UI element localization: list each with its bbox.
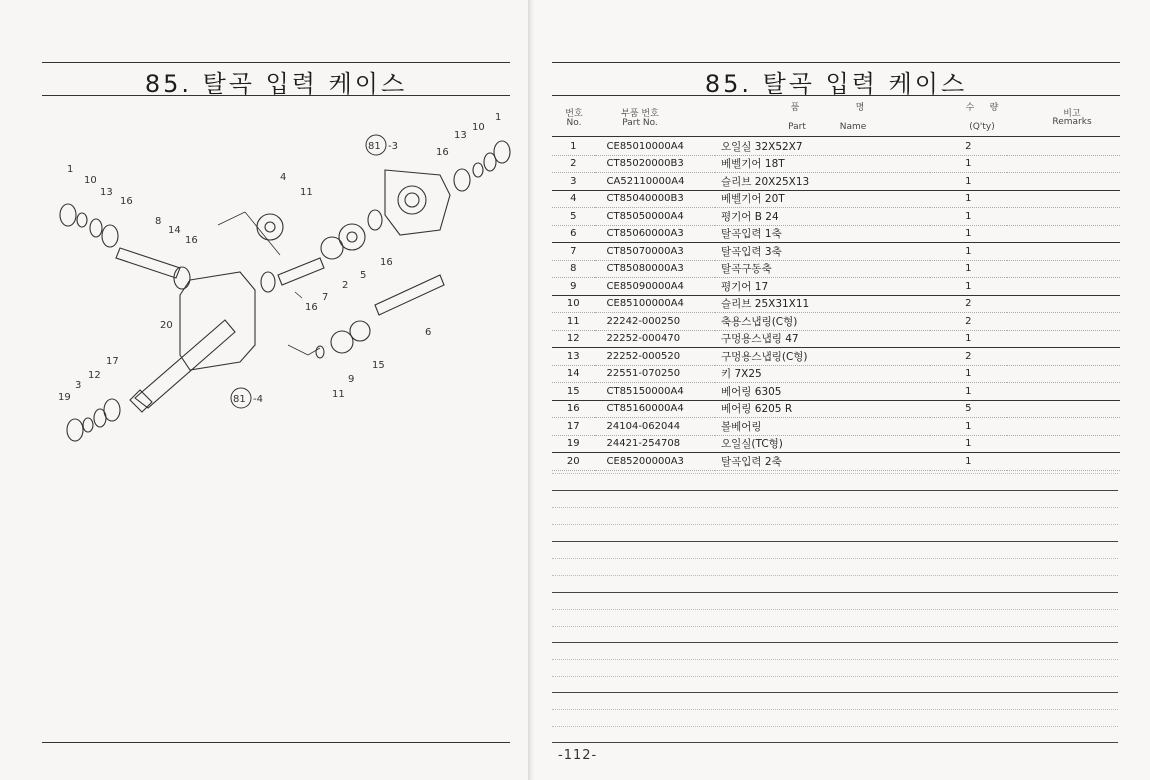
quantity: 2 <box>930 295 1007 313</box>
spur-gear-9 <box>331 331 353 353</box>
quantity: 1 <box>930 383 1007 401</box>
svg-text:3: 3 <box>75 380 82 391</box>
quantity: 1 <box>930 330 1007 348</box>
row-number: 11 <box>552 313 595 331</box>
svg-text:2: 2 <box>342 280 349 291</box>
quantity: 1 <box>930 173 1007 191</box>
left-footer-rule <box>42 742 510 743</box>
svg-text:13: 13 <box>454 130 467 141</box>
table-row <box>552 435 1120 453</box>
part-name: 구멍용스냅링 47 <box>715 330 930 348</box>
svg-text:11: 11 <box>300 187 313 198</box>
part-name: 탈곡입력 1축 <box>715 225 930 243</box>
col-name-en-2: Name <box>839 122 867 132</box>
svg-text:16: 16 <box>305 302 318 313</box>
svg-text:20: 20 <box>160 320 173 331</box>
row-number: 3 <box>552 173 595 191</box>
svg-text:16: 16 <box>436 147 449 158</box>
part-number: CT85160000A4 <box>595 400 715 418</box>
quantity: 1 <box>930 190 1007 208</box>
svg-text:-4: -4 <box>253 394 263 405</box>
row-number: 16 <box>552 400 595 418</box>
svg-text:4: 4 <box>280 172 287 183</box>
col-qty-kr-1: 수 <box>965 103 975 113</box>
part-name: 평기어 B 24 <box>715 208 930 226</box>
col-name-kr-2: 명 <box>855 103 865 113</box>
part-number: CE85100000A4 <box>595 295 715 313</box>
case-body <box>180 272 255 370</box>
part-number: CT85060000A3 <box>595 225 715 243</box>
part-number: CT85070000A3 <box>595 243 715 261</box>
row-number: 15 <box>552 383 595 401</box>
left-title-rule-top <box>42 62 510 63</box>
col-no-en: No. <box>566 118 582 128</box>
remarks <box>1007 225 1120 243</box>
col-qty-en: (Q'ty) <box>969 122 995 132</box>
col-remarks-en: Remarks <box>1052 117 1092 127</box>
remarks <box>1007 243 1120 261</box>
svg-text:5: 5 <box>360 270 367 281</box>
part-number: CE85010000A4 <box>595 138 715 155</box>
quantity: 1 <box>930 225 1007 243</box>
part-name: 평기어 17 <box>715 278 930 296</box>
part-name: 베어링 6205 R <box>715 400 930 418</box>
svg-text:-3: -3 <box>388 141 398 152</box>
part-number: 22252-000520 <box>595 348 715 366</box>
remarks <box>1007 260 1120 278</box>
quantity: 2 <box>930 138 1007 155</box>
col-part-en: Part No. <box>622 118 658 128</box>
svg-text:1: 1 <box>67 164 74 175</box>
left-page-title: 85. 탈곡 입력 케이스 <box>144 70 408 98</box>
row-number: 12 <box>552 330 595 348</box>
remarks <box>1007 208 1120 226</box>
col-name-en-1: Part <box>788 122 806 132</box>
part-number: 24104-062044 <box>595 418 715 436</box>
table-row <box>552 313 1120 331</box>
remarks <box>1007 173 1120 191</box>
header-rule <box>552 136 1120 137</box>
part-number: CE85200000A3 <box>595 453 715 471</box>
part-number: CT85020000B3 <box>595 155 715 173</box>
callout-1-right: 1 <box>495 112 502 123</box>
quantity: 1 <box>930 208 1007 226</box>
row-number: 9 <box>552 278 595 296</box>
part-number: CT85080000A3 <box>595 260 715 278</box>
remarks <box>1007 383 1120 401</box>
remarks <box>1007 295 1120 313</box>
table-row <box>552 155 1120 173</box>
quantity: 5 <box>930 400 1007 418</box>
quantity: 1 <box>930 278 1007 296</box>
part-name: 탈곡입력 2축 <box>715 453 930 471</box>
part-number: 22242-000250 <box>595 313 715 331</box>
part-name: 베벨기어 20T <box>715 190 930 208</box>
left-title-rule-bottom <box>42 95 510 96</box>
seal-19-bottom <box>67 419 83 441</box>
row-number: 8 <box>552 260 595 278</box>
svg-text:11: 11 <box>332 389 345 400</box>
col-qty-kr-2: 량 <box>989 103 999 113</box>
right-page-title: 85. 탈곡 입력 케이스 <box>704 70 968 98</box>
table-row <box>552 453 1120 471</box>
part-name: 베벨기어 18T <box>715 155 930 173</box>
part-number: 22252-000470 <box>595 330 715 348</box>
part-number: 22551-070250 <box>595 365 715 383</box>
row-number: 7 <box>552 243 595 261</box>
row-number: 6 <box>552 225 595 243</box>
part-name: 탈곡구동축 <box>715 260 930 278</box>
quantity: 1 <box>930 365 1007 383</box>
remarks <box>1007 435 1120 453</box>
part-name: 키 7X25 <box>715 365 930 383</box>
row-number: 14 <box>552 365 595 383</box>
table-row <box>552 278 1120 296</box>
remarks <box>1007 348 1120 366</box>
book-gutter <box>528 0 534 780</box>
spur-gear-5 <box>339 224 365 250</box>
part-name: 슬리브 20X25X13 <box>715 173 930 191</box>
svg-text:12: 12 <box>88 370 101 381</box>
table-row <box>552 225 1120 243</box>
row-number: 1 <box>552 138 595 155</box>
shaft-7 <box>278 258 324 285</box>
row-number: 19 <box>552 435 595 453</box>
svg-text:19: 19 <box>58 392 71 403</box>
ref-81-4-circle: 81 <box>233 394 246 405</box>
part-name: 베어링 6305 <box>715 383 930 401</box>
remarks <box>1007 138 1120 155</box>
row-number: 10 <box>552 295 595 313</box>
table-row <box>552 190 1120 208</box>
right-title-rule-top <box>552 62 1120 63</box>
right-title-rule-bottom <box>552 95 1120 96</box>
quantity: 1 <box>930 155 1007 173</box>
shaft-8 <box>116 248 180 278</box>
remarks <box>1007 400 1120 418</box>
svg-text:10: 10 <box>84 175 97 186</box>
quantity: 1 <box>930 435 1007 453</box>
table-row <box>552 208 1120 226</box>
part-number: CT85050000A4 <box>595 208 715 226</box>
table-row <box>552 173 1120 191</box>
remarks <box>1007 190 1120 208</box>
part-name: 오일실 32X52X7 <box>715 138 930 155</box>
upper-case <box>385 170 450 235</box>
col-name-kr-1: 품 <box>790 103 800 113</box>
table-row <box>552 383 1120 401</box>
remarks <box>1007 155 1120 173</box>
ref-81-3-circle: 81 <box>368 141 381 152</box>
row-number: 5 <box>552 208 595 226</box>
table-row <box>552 365 1120 383</box>
part-name: 축용스냅링(C형) <box>715 313 930 331</box>
svg-text:16: 16 <box>185 235 198 246</box>
remarks <box>1007 330 1120 348</box>
shaft-20 <box>135 320 235 408</box>
svg-text:14: 14 <box>168 225 181 236</box>
remarks <box>1007 418 1120 436</box>
part-number: CT85040000B3 <box>595 190 715 208</box>
table-row <box>552 260 1120 278</box>
table-row <box>552 243 1120 261</box>
row-number: 2 <box>552 155 595 173</box>
col-remarks-kr: 비고 <box>1063 109 1081 119</box>
table-row <box>552 330 1120 348</box>
part-name: 슬리브 25X31X11 <box>715 295 930 313</box>
part-number: CT85150000A4 <box>595 383 715 401</box>
quantity: 2 <box>930 313 1007 331</box>
row-number: 17 <box>552 418 595 436</box>
remarks <box>1007 365 1120 383</box>
part-name: 구멍용스냅링(C형) <box>715 348 930 366</box>
seal-19-top <box>60 204 76 226</box>
row-number: 13 <box>552 348 595 366</box>
table-row <box>552 418 1120 436</box>
svg-text:9: 9 <box>348 374 355 385</box>
quantity: 1 <box>930 418 1007 436</box>
svg-text:10: 10 <box>472 122 485 133</box>
shaft-6 <box>375 275 444 315</box>
page-number: -112- <box>558 748 598 763</box>
svg-text:16: 16 <box>120 196 133 207</box>
quantity: 1 <box>930 453 1007 471</box>
svg-text:17: 17 <box>106 356 119 367</box>
exploded-parts-diagram <box>40 100 520 470</box>
part-name: 오일실(TC형) <box>715 435 930 453</box>
part-name: 탈곡입력 3축 <box>715 243 930 261</box>
table-row <box>552 348 1120 366</box>
bearing-15 <box>350 321 370 341</box>
table-row <box>552 295 1120 313</box>
part-number: CA52110000A4 <box>595 173 715 191</box>
table-row <box>552 138 1120 155</box>
svg-text:15: 15 <box>372 360 385 371</box>
col-part-kr: 부품 번호 <box>621 109 659 119</box>
quantity: 1 <box>930 243 1007 261</box>
part-name: 볼베어링 <box>715 418 930 436</box>
quantity: 2 <box>930 348 1007 366</box>
remarks <box>1007 313 1120 331</box>
row-number: 4 <box>552 190 595 208</box>
svg-text:8: 8 <box>155 216 162 227</box>
remarks <box>1007 278 1120 296</box>
svg-text:7: 7 <box>322 292 329 303</box>
part-number: 24421-254708 <box>595 435 715 453</box>
parts-table <box>552 138 1120 471</box>
table-row <box>552 400 1120 418</box>
svg-text:13: 13 <box>100 187 113 198</box>
bevel-gear-4 <box>257 214 283 240</box>
part-number: CE85090000A4 <box>595 278 715 296</box>
svg-text:16: 16 <box>380 257 393 268</box>
quantity: 1 <box>930 260 1007 278</box>
row-number: 20 <box>552 453 595 471</box>
col-no-kr: 번호 <box>565 109 583 119</box>
svg-text:6: 6 <box>425 327 432 338</box>
remarks <box>1007 453 1120 471</box>
